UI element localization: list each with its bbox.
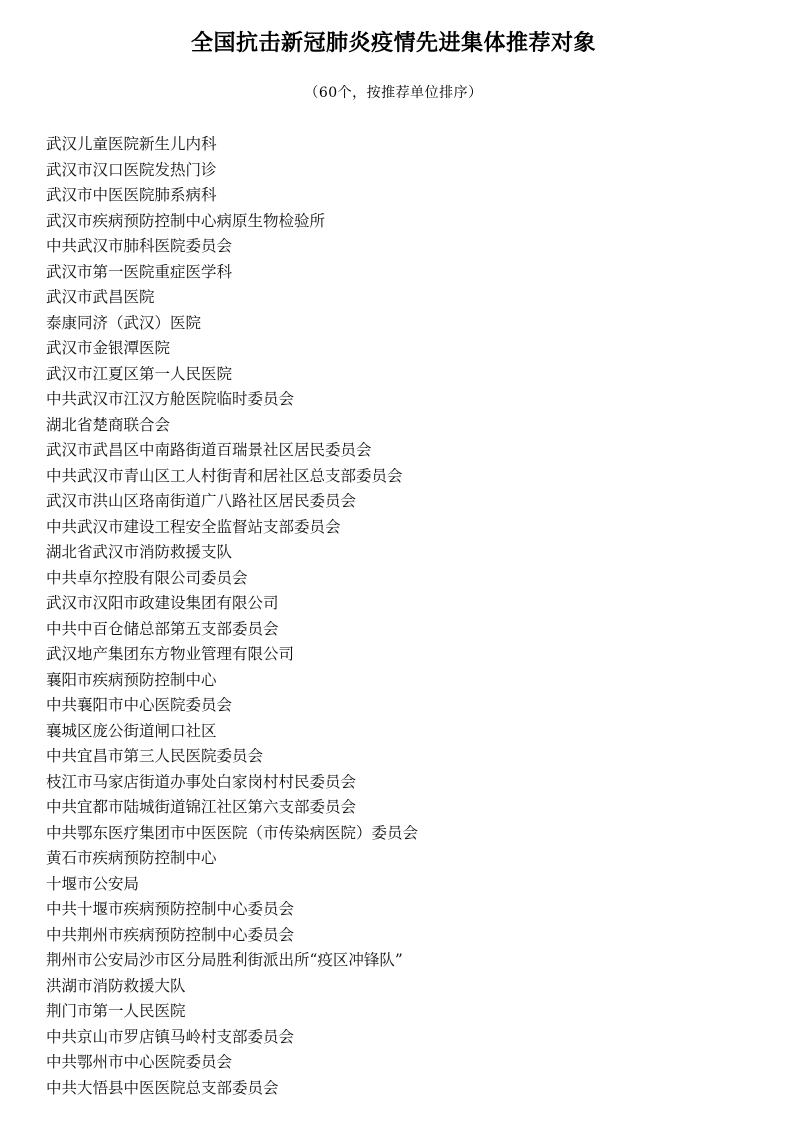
list-item: 中共鄂州市中心医院委员会	[46, 1053, 233, 1071]
list-item: 中共武汉市江汉方舱医院临时委员会	[46, 390, 295, 408]
list-item: 襄城区庞公街道闸口社区	[46, 721, 217, 740]
list-item: 武汉市金银潭医院	[46, 339, 171, 357]
page-title: 全国抗击新冠肺炎疫情先进集体推荐对象	[190, 30, 596, 56]
list-item: 武汉市江夏区第一人民医院	[46, 364, 233, 383]
list-item: 洪湖市消防救援大队	[46, 976, 186, 995]
list-item: 中共宜昌市第三人民医院委员会	[46, 747, 264, 765]
list-item: 中共十堰市疾病预防控制中心委员会	[46, 900, 295, 918]
list-item: 湖北省楚商联合会	[46, 415, 171, 434]
list-item: 枝江市马家店街道办事处白家岗村村民委员会	[46, 772, 357, 791]
list-item: 武汉市汉阳市政建设集团有限公司	[46, 594, 279, 612]
list-item: 泰康同济（武汉）医院	[46, 313, 202, 332]
list-item: 中共卓尔控股有限公司委员会	[46, 568, 248, 587]
list-item: 武汉市洪山区珞南街道广八路社区居民委员会	[46, 492, 357, 510]
recommended-collectives-list	[44, 102, 743, 1101]
list-item: 武汉市汉口医院发热门诊	[46, 160, 217, 179]
list-item: 武汉儿童医院新生儿内科	[46, 135, 217, 153]
page-subtitle: （60个，按推荐单位排序）	[304, 85, 483, 101]
list-item: 黄石市疾病预防控制中心	[46, 849, 217, 867]
list-item: 中共武汉市青山区工人村街青和居社区总支部委员会	[46, 466, 403, 485]
list-item: 武汉市武昌区中南路街道百瑞景社区居民委员会	[46, 441, 372, 459]
list-item: 武汉市武昌医院	[46, 288, 155, 306]
list-item: 武汉市疾病预防控制中心病原生物检验所	[46, 211, 326, 230]
list-item: 襄阳市疾病预防控制中心	[46, 670, 217, 689]
list-item: 中共大悟县中医医院总支部委员会	[46, 1078, 279, 1097]
list-item: 中共鄂东医疗集团市中医医院（市传染病医院）委员会	[46, 823, 419, 842]
list-item: 中共武汉市建设工程安全监督站支部委员会	[46, 517, 341, 536]
list-item: 中共武汉市肺科医院委员会	[46, 237, 233, 255]
list-item: 武汉市中医医院肺系病科	[46, 186, 217, 204]
list-item: 武汉地产集团东方物业管理有限公司	[46, 645, 295, 663]
list-item: 中共荆州市疾病预防控制中心委员会	[46, 925, 295, 944]
list-item: 中共宜都市陆城街道锦江社区第六支部委员会	[46, 798, 357, 816]
list-item: 中共京山市罗店镇马岭村支部委员会	[46, 1027, 295, 1046]
list-item: 武汉市第一医院重症医学科	[46, 262, 233, 281]
list-item: 荆门市第一人民医院	[46, 1002, 186, 1020]
list-item: 中共襄阳市中心医院委员会	[46, 696, 233, 714]
list-item: 湖北省武汉市消防救援支队	[46, 543, 233, 561]
list-item: 荆州市公安局沙市区分局胜利街派出所“疫区冲锋队”	[46, 951, 403, 969]
list-item: 十堰市公安局	[46, 874, 140, 893]
list-item: 中共中百仓储总部第五支部委员会	[46, 619, 279, 638]
